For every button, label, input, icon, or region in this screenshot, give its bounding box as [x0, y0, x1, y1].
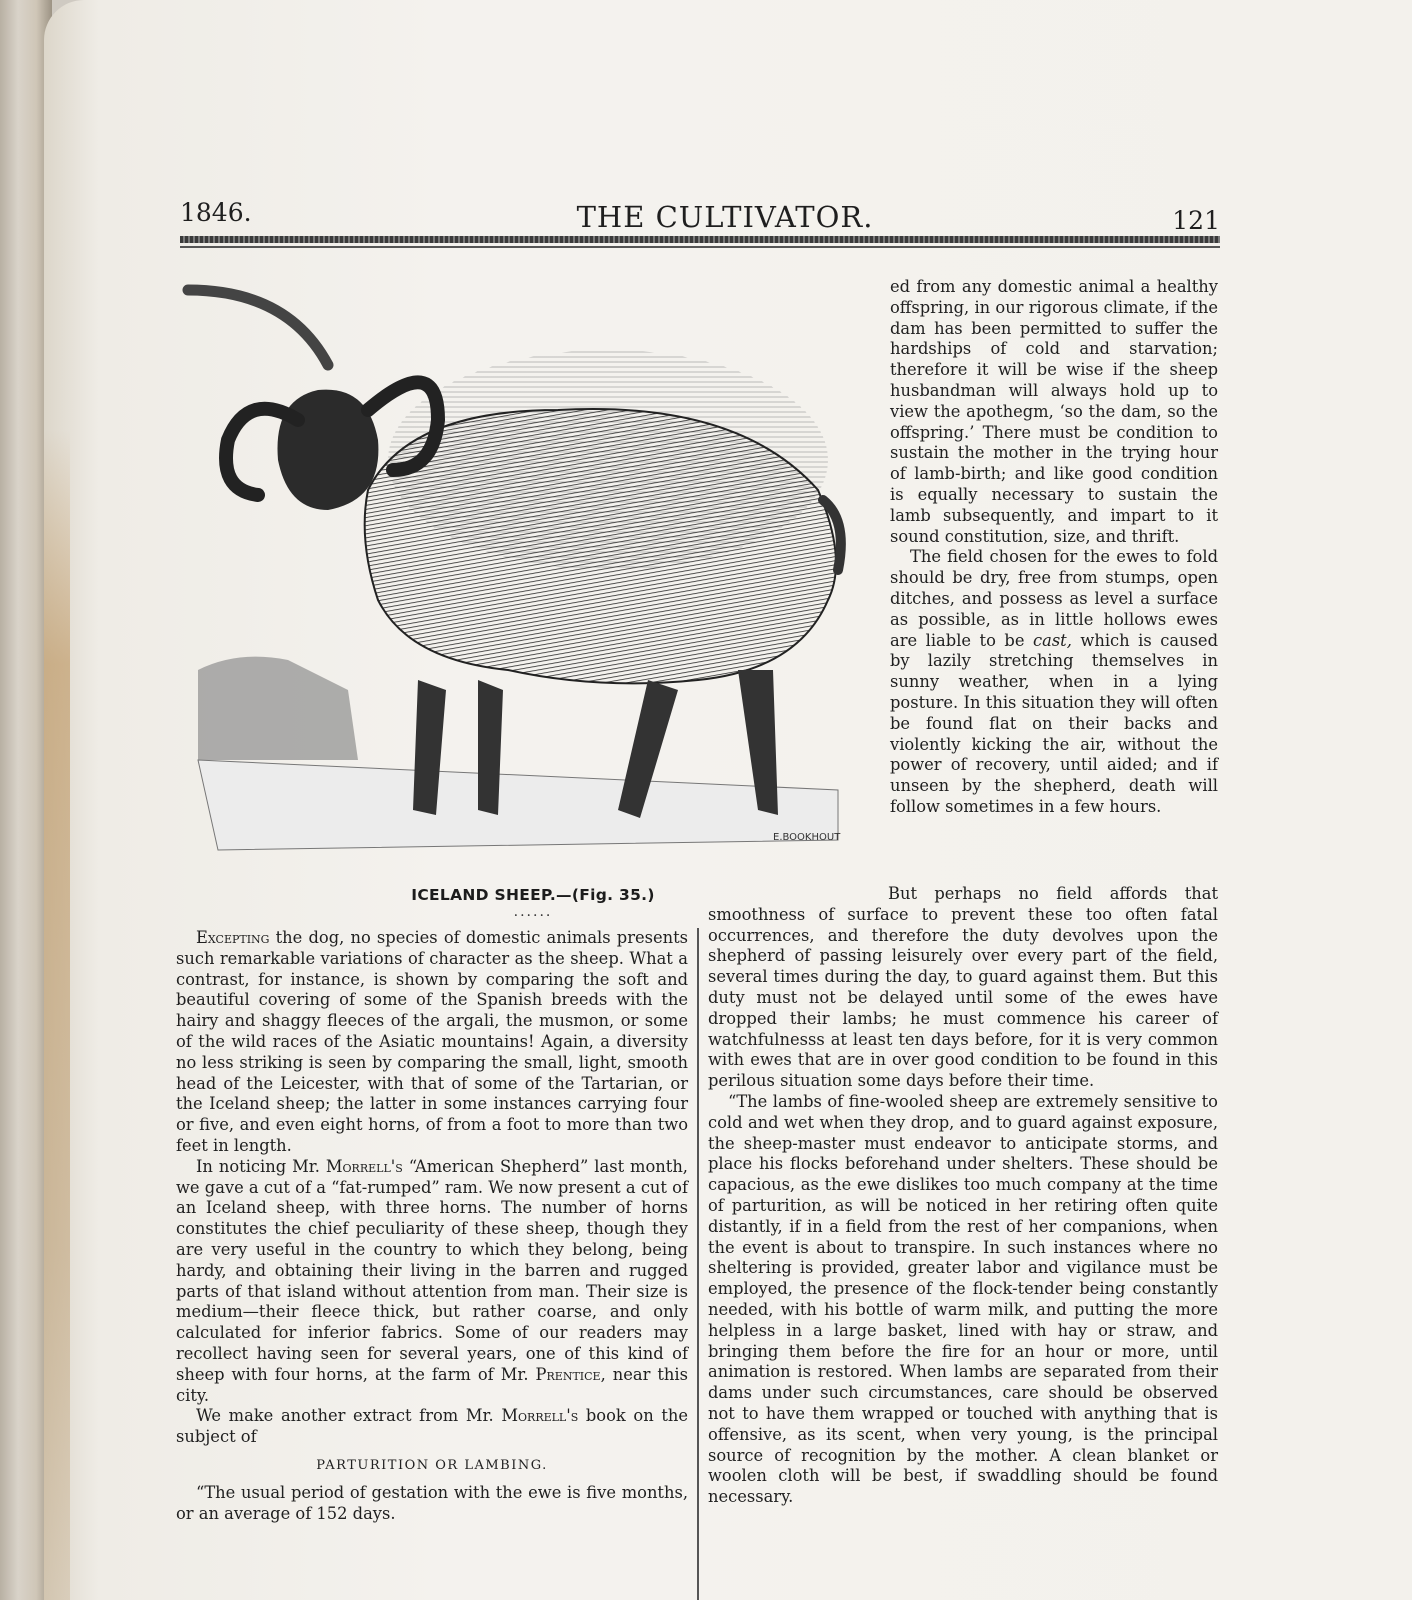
left-column	[176, 928, 688, 1524]
right-paragraph-3: But perhaps no field affords that smoothness of surface to prevent these too often fatal occurrences, and therefore the duty devolves upon the shepherd of passing leisurely over every part of the field, several times during the day, to guard against them. But this duty must not be delayed until some of the ewes have dropped their lambs; he must commence his career of watchfulnesss at least ten days before, for it is very common with ewes that are in over good condition to be found in this perilous situation some days before their time.	[708, 884, 1218, 1091]
right-column-bottom	[708, 884, 1218, 1508]
engraver-signature: E.BOOKHOUT	[773, 832, 841, 843]
header-page-number: 121	[1172, 206, 1220, 235]
right-paragraph-4: “The lambs of fine-wooled sheep are extremely sensitive to cold and wet when they drop, and to guard against exposure, the sheep-master must endeavor to anticipate storms, and place his flocks beforehand under shelters. These should be capacious, as the ewe dislikes too much company at the time of parturition, as will be noticed in her retiring often quite distantly, if in a field from the rest of her companions, when the event is about to transpire. In such instances where no sheltering is provided, greater labor and vigilance must be employed, the presence of the flock-tender being constantly needed, with his bottle of warm milk, and putting the more helpless in a large basket, lined with hay or straw, and bringing them before the fire for an hour or more, until animation is restored. When lambs are separated from their dams under such circumstances, care should be observed not to have them wrapped or touched with anything that is offensive, as its scent, when very young, is the principal source of recognition by the mother. A clean blanket or woolen cloth will be best, if swaddling should be found necessary.	[708, 1091, 1218, 1507]
left-paragraph-1: Excepting the dog, no species of domestic animals presents such remarkable variations of character as the sheep. What a contrast, for instance, is shown by comparing the soft and beautiful covering of some of the Spanish breeds with the hairy and shaggy fleeces of the argali, the musmon, or some of the wild races of the Asiatic mountains! Again, a diversity no less striking is seen by comparing the small, light, smooth head of the Leicester, with that of some of the Tartarian, or the Iceland sheep; the latter in some instances carrying four or five, and even eight horns, of from a foot to more than two feet in length.	[176, 928, 688, 1155]
header-rule-thin	[180, 246, 1220, 248]
column-divider	[697, 928, 699, 1600]
header-year: 1846.	[180, 198, 252, 227]
right-column-top	[890, 277, 1218, 818]
left-paragraph-2: In noticing Mr. Morrell's “American Shepherd” last month, we gave a cut of a “fat-rumped” ram. We now present a cut of an Iceland sheep, with three horns. The number of horns constitutes the chief peculiarity of these sheep, though they are very useful in the country to which they belong, being hardy, and obtaining their living in the barren and rugged parts of that island without attention from man. Their size is medium—their fleece thick, but rather coarse, and only calculated for inferior fabrics. Some of our readers may recollect having seen for several years, one of this kind of sheep with four horns, at the farm of Mr. Prentice, near this city.	[176, 1156, 688, 1405]
right-paragraph-continued: ed from any domestic animal a healthy offspring, in our rigorous climate, if the dam has been permitted to suffer the hardships of cold and starvation; therefore it will be wise if the sheep husbandman will always hold up to view the apothegm, ‘so the dam, so the offspring.’ There must be condition to sustain the mother in the trying hour of lamb-birth; and like good condition is equally necessary to sustain the lamb subsequently, and impart to it sound constitution, size, and thrift.	[890, 277, 1218, 546]
section-subheading: PARTURITION OR LAMBING.	[316, 1457, 548, 1473]
left-paragraph-3: We make another extract from Mr. Morrell's book on the subject of	[176, 1406, 688, 1447]
caption-separator: ......	[513, 904, 553, 920]
sheep-engraving	[178, 270, 858, 870]
figure-caption: ICELAND SHEEP.—(Fig. 35.)	[411, 886, 655, 904]
header-title: THE CULTIVATOR.	[576, 200, 874, 234]
page-stain	[44, 430, 70, 1600]
right-paragraph-2: The field chosen for the ewes to fold should be dry, free from stumps, open ditches, and possess as level a surface as possible, as in little hollows ewes are liable to be cast, which is caused by lazily stretching themselves in sunny weather, when in a lying posture. In this situation they will often be found flat on their backs and violently kicking the air, without the power of recovery, until aided; and if unseen by the shepherd, death will follow sometimes in a few hours.	[890, 547, 1218, 816]
header-rule	[180, 236, 1220, 243]
left-paragraph-4: “The usual period of gestation with the ewe is five months, or an average of 152 days.	[176, 1482, 688, 1523]
